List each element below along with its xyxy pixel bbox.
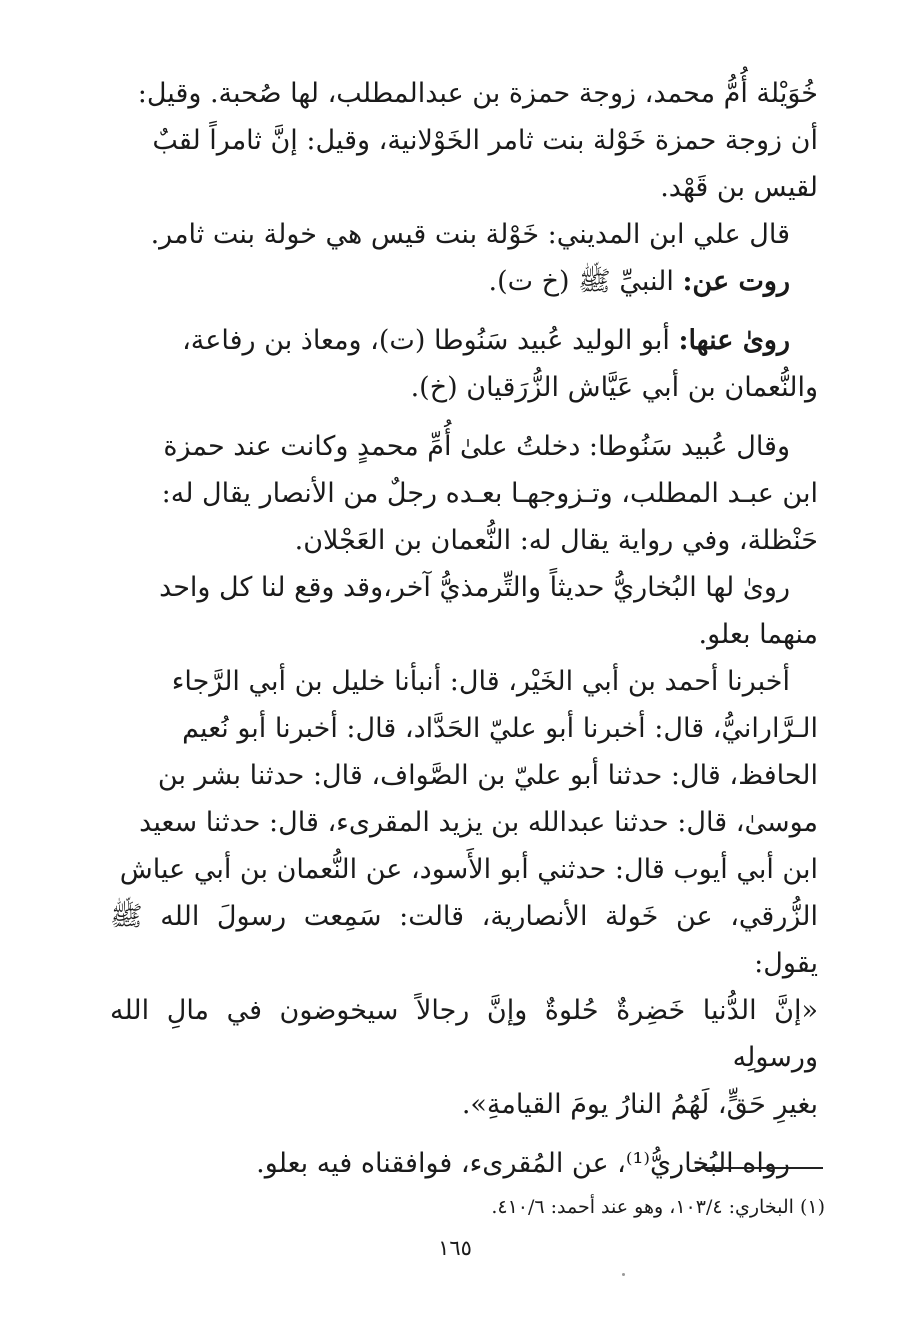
text-line: بغيرِ حَقٍّ، لَهُمُ النارُ يومَ القيامةِ».	[461, 1089, 818, 1120]
footnote-divider	[695, 1167, 823, 1169]
text-line: الزُّرقي، عن خَولة الأنصارية، قالت: سَمِعت رسولَ الله ﷺ يقول:	[110, 901, 818, 979]
paragraph-ibn-madini	[110, 211, 818, 258]
text-line: أن زوجة حمزة خَوْلة بنت ثامر الخَوْلانية، وقيل: إنَّ ثامراً لقبٌ	[152, 125, 818, 156]
text-line: أخبرنا أحمد بن أبي الخَيْر، قال: أنبأنا خليل بن أبي الرَّجاء	[171, 666, 790, 697]
label-narrated-from: روت عن:	[682, 266, 790, 297]
text-line: «إنَّ الدُّنيا خَضِرةٌ حُلوةٌ وإنَّ رجالاً سيخوضون في مالِ الله ورسولِه	[110, 995, 818, 1073]
text-line: خُوَيْلة أُمُّ محمد، زوجة حمزة بن عبدالمطلب، لها صُحبة. وقيل:	[137, 78, 818, 109]
text-line: النبيِّ ﷺ (خ ت).	[488, 266, 683, 297]
text-line: حَنْظلة، وفي رواية يقال له: النُّعمان بن العَجْلان.	[294, 525, 818, 556]
paragraph-riwayah	[110, 1140, 818, 1187]
page-number: ١٦٥	[438, 1236, 472, 1260]
scan-speck	[622, 1273, 625, 1276]
text-line: والنُّعمان بن أبي عَيَّاش الزُّرَقيان (خ).	[410, 372, 818, 403]
paragraph-narrated-from	[110, 258, 818, 305]
footnote: (١) البخاري: ١٠٣/٤، وهو عند أحمد: ٤١٠/٦.	[491, 1196, 825, 1218]
text-line: منهما بعلو.	[698, 619, 818, 650]
text-line: لقيس بن قَهْد.	[660, 172, 818, 203]
text-line: قال علي ابن المديني: خَوْلة بنت قيس هي خولة بنت ثامر.	[150, 219, 790, 250]
paragraph-isnad-hadith	[110, 658, 818, 1128]
text-line: ابن أبي أيوب قال: حدثني أبو الأَسود، عن النُّعمان بن أبي عياش	[119, 854, 818, 885]
paragraph-bukhari-tirmidhi	[110, 564, 818, 658]
page-body	[110, 70, 818, 1187]
text-line: روىٰ لها البُخاريُّ حديثاً والتِّرمذيُّ آخر،وقد وقع لنا كل واحد	[159, 572, 790, 603]
text-line: أبو الوليد عُبيد سَنُوطا (ت)، ومعاذ بن رفاعة،	[182, 325, 679, 356]
text-line: موسىٰ، قال: حدثنا عبدالله بن يزيد المقرىء، قال: حدثنا سعيد	[139, 807, 818, 838]
text-line: وقال عُبيد سَنُوطا: دخلتُ علىٰ أُمِّ محمدٍ وكانت عند حمزة	[163, 431, 790, 462]
label-narrated-by: روىٰ عنها:	[678, 325, 790, 356]
paragraph-khuwayla-intro	[110, 70, 818, 211]
paragraph-narrated-by	[110, 317, 818, 411]
text-line: رواه البُخاريُّ⁽¹⁾، عن المُقرىء، فوافقناه فيه بعلو.	[256, 1148, 790, 1179]
text-line: الـرَّارانيُّ، قال: أخبرنا أبو عليّ الحَدَّاد، قال: أخبرنا أبو نُعيم	[182, 713, 818, 744]
text-line: الحافظ، قال: حدثنا أبو عليّ بن الصَّواف، قال: حدثنا بشر بن	[157, 760, 818, 791]
paragraph-ubayd-statement	[110, 423, 818, 564]
text-line: ابن عبـد المطلب، وتـزوجهـا بعـده رجلٌ من الأنصار يقال له:	[161, 478, 818, 509]
